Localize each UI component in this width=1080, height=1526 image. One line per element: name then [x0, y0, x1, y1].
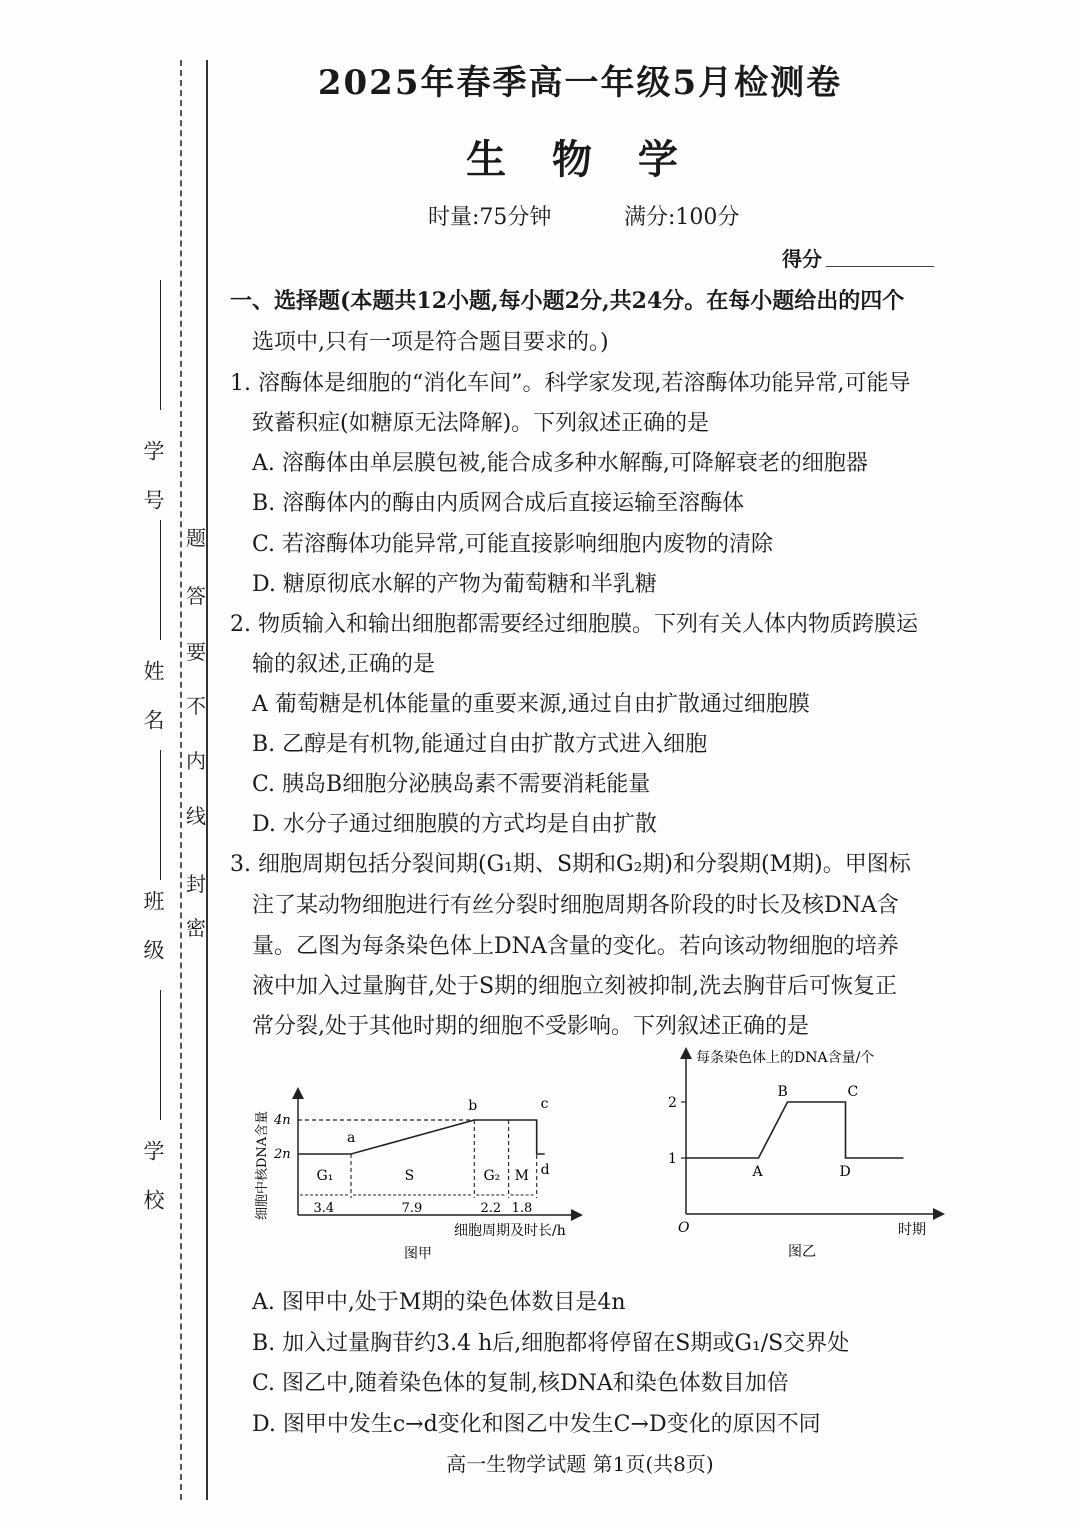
q2-option-d: D. 水分子通过细胞膜的方式均是自由扩散	[252, 812, 657, 837]
jia-point-label: b	[468, 1098, 478, 1114]
exam-title: 2025年春季高一年级5月检测卷	[317, 63, 843, 103]
q3-stem-cont: 量。乙图为每条染色体上DNA含量的变化。若向该动物细胞的培养	[252, 934, 899, 959]
jia-duration-label: 2.2	[480, 1201, 502, 1216]
q3-option-b: B. 加入过量胸苷约3.4 h后,细胞都将停留在S期或G₁/S交界处	[252, 1331, 850, 1356]
q1-stem: 1. 溶酶体是细胞的“消化车间”。科学家发现,若溶酶体功能异常,可能导	[230, 371, 911, 396]
jia-xlabel: 细胞周期及时长/h	[454, 1223, 566, 1239]
yi-dna-line	[686, 1102, 904, 1158]
yi-point-label: A	[752, 1164, 763, 1180]
jia-phase-label: G₂	[483, 1168, 501, 1184]
binding-dashed-line	[180, 60, 182, 1500]
yi-point-label: B	[777, 1084, 788, 1100]
q2-option-c: C. 胰岛B细胞分泌胰岛素不需要消耗能量	[252, 772, 651, 797]
subject-title: 生 物 学	[466, 136, 694, 183]
jia-point-label: c	[540, 1096, 549, 1112]
yi-ylabel: 每条染色体上的DNA含量/个	[696, 1050, 875, 1066]
figure-jia-chart	[240, 1070, 600, 1270]
seal-char: 不	[186, 694, 206, 718]
score-blank[interactable]	[826, 266, 934, 267]
field-label-school: 学 校	[141, 1140, 165, 1212]
q3-option-d: D. 图甲中发生c→d变化和图乙中发生C→D变化的原因不同	[252, 1412, 821, 1437]
page-footer: 高一生物学试题 第1页(共8页)	[446, 1452, 714, 1476]
jia-title: 图甲	[404, 1246, 432, 1262]
field-line-school[interactable]	[160, 990, 161, 1120]
section-heading: 一、选择题(本题共12小题,每小题2分,共24分。在每小题给出的四个	[230, 288, 905, 314]
jia-phase-label: S	[404, 1168, 415, 1184]
full-score: 满分:100分	[624, 205, 740, 230]
jia-duration-label: 3.4	[313, 1201, 335, 1216]
jia-phase-label: M	[514, 1168, 529, 1184]
field-line-class[interactable]	[160, 750, 161, 880]
jia-point-label: d	[540, 1162, 550, 1178]
yi-title: 图乙	[788, 1244, 816, 1260]
score-label: 得分	[782, 247, 822, 271]
q2-option-b: B. 乙醇是有机物,能通过自由扩散方式进入细胞	[252, 732, 708, 757]
q1-option-d: D. 糖原彻底水解的产物为葡萄糖和半乳糖	[252, 572, 657, 597]
field-label-class: 班 级	[141, 890, 165, 962]
q2-stem: 2. 物质输入和输出细胞都需要经过细胞膜。下列有关人体内物质跨膜运	[230, 612, 918, 637]
seal-char: 线	[186, 804, 206, 828]
jia-ylabel: 细胞中核DNA含量	[255, 1110, 270, 1220]
q1-stem-cont: 致蓄积症(如糖原无法降解)。下列叙述正确的是	[252, 411, 710, 436]
q3-stem-cont: 常分裂,处于其他时期的细胞不受影响。下列叙述正确的是	[252, 1014, 809, 1039]
seal-char: 密	[186, 916, 206, 940]
seal-char: 要	[186, 640, 206, 664]
q3-stem-cont: 液中加入过量胸苷,处于S期的细胞立刻被抑制,洗去胸苷后可恢复正	[252, 974, 898, 999]
jia-point-label: a	[347, 1130, 356, 1146]
q1-option-c: C. 若溶酶体功能异常,可能直接影响细胞内废物的清除	[252, 532, 774, 557]
exam-time: 时量:75分钟	[428, 205, 552, 230]
q2-stem-cont: 输的叙述,正确的是	[252, 652, 435, 677]
q1-option-b: B. 溶酶体内的酶由内质网合成后直接运输至溶酶体	[252, 491, 745, 516]
binding-solid-line	[206, 60, 208, 1500]
jia-phase-label: G₁	[316, 1168, 334, 1184]
yi-origin: O	[678, 1220, 690, 1236]
yi-xlabel: 时期	[898, 1222, 926, 1238]
seal-char: 内	[186, 749, 206, 773]
figure-yi-chart	[660, 1042, 950, 1264]
field-label-student-id: 学 号	[141, 440, 165, 512]
q3-option-a: A. 图甲中,处于M期的染色体数目是4n	[252, 1290, 626, 1315]
q2-option-a: A 葡萄糖是机体能量的重要来源,通过自由扩散通过细胞膜	[252, 692, 810, 717]
field-line-name[interactable]	[160, 520, 161, 640]
q3-stem-cont: 注了某动物细胞进行有丝分裂时细胞周期各阶段的时长及核DNA含	[252, 893, 899, 918]
yi-point-label: C	[847, 1084, 859, 1100]
jia-ytick-2n: 2n	[274, 1147, 291, 1162]
q3-stem: 3. 细胞周期包括分裂间期(G₁期、S期和G₂期)和分裂期(M期)。甲图标	[230, 852, 911, 877]
yi-point-label: D	[839, 1164, 851, 1180]
seal-char: 封	[186, 872, 206, 896]
yi-ytick-label: 2	[668, 1095, 677, 1111]
yi-ytick-label: 1	[668, 1151, 677, 1167]
field-label-name: 姓 名	[141, 660, 165, 732]
field-line-student-id[interactable]	[160, 280, 161, 410]
q1-option-a: A. 溶酶体由单层膜包被,能合成多种水解酶,可降解衰老的细胞器	[252, 451, 868, 476]
jia-ytick-4n: 4n	[274, 1113, 291, 1128]
jia-dna-line	[298, 1120, 545, 1154]
section-heading-cont: 选项中,只有一项是符合题目要求的。)	[252, 330, 609, 355]
jia-duration-label: 7.9	[401, 1201, 423, 1216]
seal-char: 题	[186, 526, 206, 550]
seal-char: 答	[186, 584, 206, 608]
jia-duration-label: 1.8	[511, 1201, 533, 1216]
q3-option-c: C. 图乙中,随着染色体的复制,核DNA和染色体数目加倍	[252, 1371, 789, 1396]
